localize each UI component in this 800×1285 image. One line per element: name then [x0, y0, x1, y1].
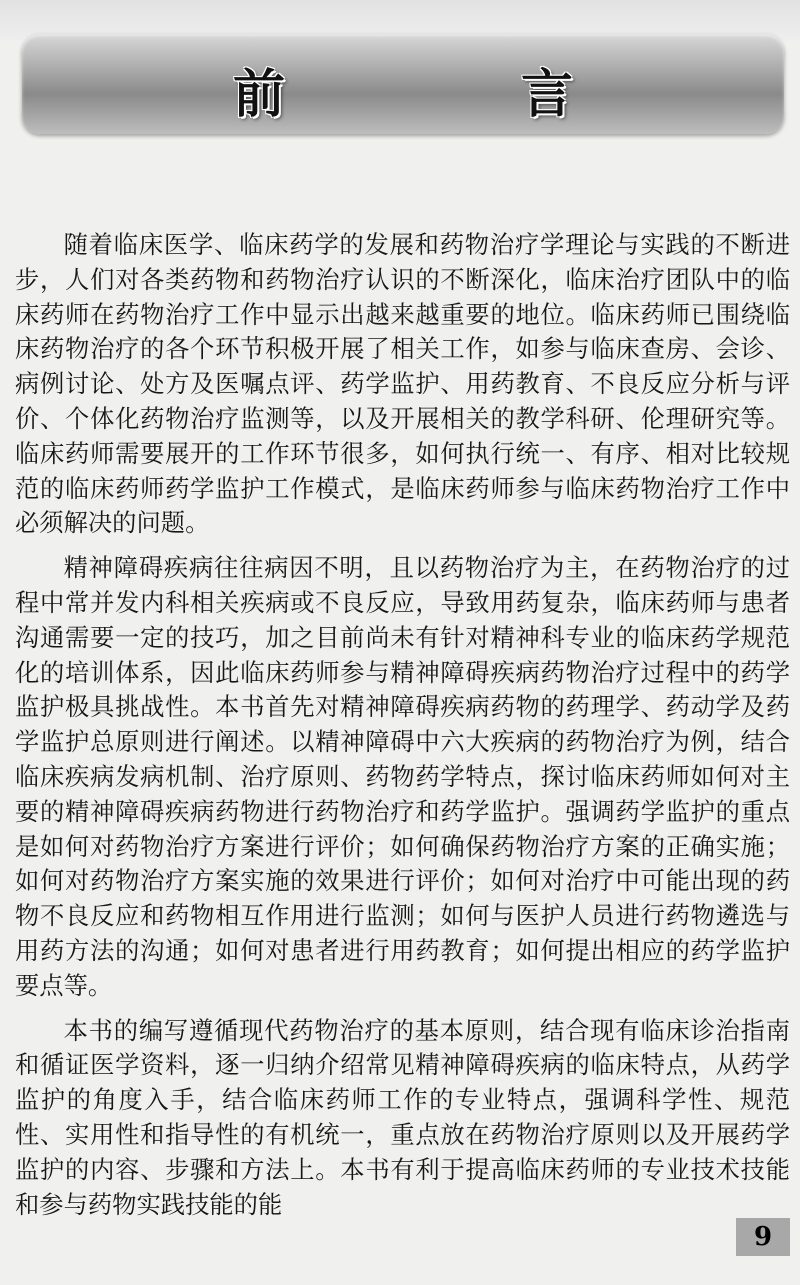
page-title: 前 言	[232, 64, 665, 125]
preface-body	[15, 228, 790, 1232]
paragraph-1: 随着临床医学、临床药学的发展和药物治疗学理论与实践的不断进步，人们对各类药物和药物治疗认识的不断深化，临床治疗团队中的临床药师在药物治疗工作中显示出越来越重要的地位。临床药师已围绕临床药物治疗的各个环节积极开展了相关工作，如参与临床查房、会诊、病例讨论、处方及医嘱点评、药学监护、用药教育、不良反应分析与评价、个体化药物治疗监测等，以及开展相关的教学科研、伦理研究等。临床药师需要展开的工作环节很多，如何执行统一、有序、相对比较规范的临床药师药学监护工作模式，是临床药师参与临床药物治疗工作中必须解决的问题。	[15, 230, 790, 538]
title-banner	[22, 34, 784, 134]
paragraph-3: 本书的编写遵循现代药物治疗的基本原则，结合现有临床诊治指南和循证医学资料，逐一归纳介绍常见精神障碍疾病的临床特点，从药学监护的角度入手，结合临床药师工作的专业特点，强调科学性、规范性、实用性和指导性的有机统一，重点放在药物治疗原则以及开展药学监护的内容、步骤和方法上。本书有利于提高临床药师的专业技术技能和参与药物实践技能的能	[15, 1015, 790, 1219]
page-number: 9	[736, 1218, 790, 1256]
paragraph-2: 精神障碍疾病往往病因不明，且以药物治疗为主，在药物治疗的过程中常并发内科相关疾病或不良反应，导致用药复杂，临床药师与患者沟通需要一定的技巧，加之目前尚未有针对精神科专业的临床药学规范化的培训体系，因此临床药师参与精神障碍疾病药物治疗过程中的药学监护极具挑战性。本书首先对精神障碍疾病药物的药理学、药动学及药学监护总原则进行阐述。以精神障碍中六大疾病的药物治疗为例，结合临床疾病发病机制、治疗原则、药物药学特点，探讨临床药师如何对主要的精神障碍疾病药物进行药物治疗和药学监护。强调药学监护的重点是如何对药物治疗方案进行评价；如何确保药物治疗方案的正确实施；如何对药物治疗方案实施的效果进行评价；如何对治疗中可能出现的药物不良反应和药物相互作用进行监测；如何与医护人员进行药物遴选与用药方法的沟通；如何对患者进行用药教育；如何提出相应的药学监护要点等。	[15, 553, 790, 1000]
